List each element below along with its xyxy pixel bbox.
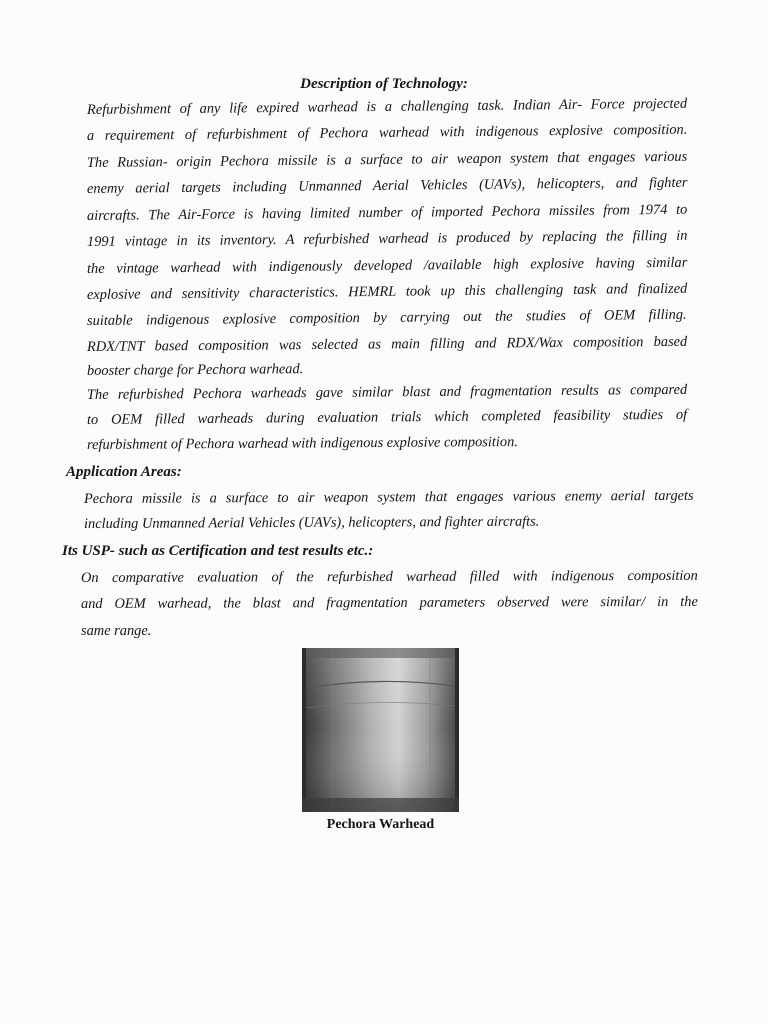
description-line: suitable indigenous explosive composition by carrying out the studies of OEM filling. bbox=[86, 306, 687, 329]
pechora-warhead-photo bbox=[302, 648, 459, 812]
application-areas-heading: Application Areas: bbox=[66, 464, 182, 480]
usp-heading: Its USP- such as Certification and test results etc.: bbox=[62, 543, 374, 559]
figure-caption: Pechora Warhead bbox=[326, 817, 435, 832]
description-line: a requirement of refurbishment of Pechora warhead with indigenous explosive composition. bbox=[86, 121, 688, 144]
description-line: enemy aerial targets including Unmanned Aerial Vehicles (UAVs), helicopters, and fighter bbox=[86, 174, 688, 197]
description-line: The Russian- origin Pechora missile is a surface to air weapon system that engages various bbox=[86, 148, 688, 171]
description-line: to OEM filled warheads during evaluation trials which completed feasibility studies of bbox=[86, 406, 688, 428]
description-line: RDX/TNT based composition was selected as main filling and RDX/Wax composition based bbox=[86, 333, 688, 355]
description-line: aircrafts. The Air-Force is having limited number of imported Pechora missiles from 1974 to bbox=[86, 201, 688, 224]
description-line: explosive and sensitivity characteristics. HEMRL took up this challenging task and finalized bbox=[86, 280, 688, 303]
usp-line: On comparative evaluation of the refurbished warhead filled with indigenous composition bbox=[80, 567, 698, 586]
page-title: Description of Technology: bbox=[300, 76, 468, 92]
usp-line: same range. bbox=[81, 623, 152, 639]
description-line: Refurbishment of any life expired warhead is a challenging task. Indian Air- Force projected bbox=[86, 95, 688, 118]
description-line: 1991 vintage in its inventory. A refurbished warhead is produced by replacing the filling in bbox=[86, 227, 688, 250]
description-line: the vintage warhead with indigenously developed /available high explosive having similar bbox=[86, 254, 688, 277]
usp-line: and OEM warhead, the blast and fragmentation parameters observed were similar/ in the bbox=[80, 593, 698, 612]
application-line: including Unmanned Aerial Vehicles (UAVs), helicopters, and fighter aircrafts. bbox=[83, 513, 540, 532]
description-line: refurbishment of Pechora warhead with indigenous explosive composition. bbox=[86, 433, 518, 453]
description-line: booster charge for Pechora warhead. bbox=[86, 361, 304, 379]
description-line: The refurbished Pechora warheads gave similar blast and fragmentation results as compared bbox=[86, 381, 688, 403]
application-line: Pechora missile is a surface to air weapon system that engages various enemy aerial targets bbox=[83, 487, 694, 507]
